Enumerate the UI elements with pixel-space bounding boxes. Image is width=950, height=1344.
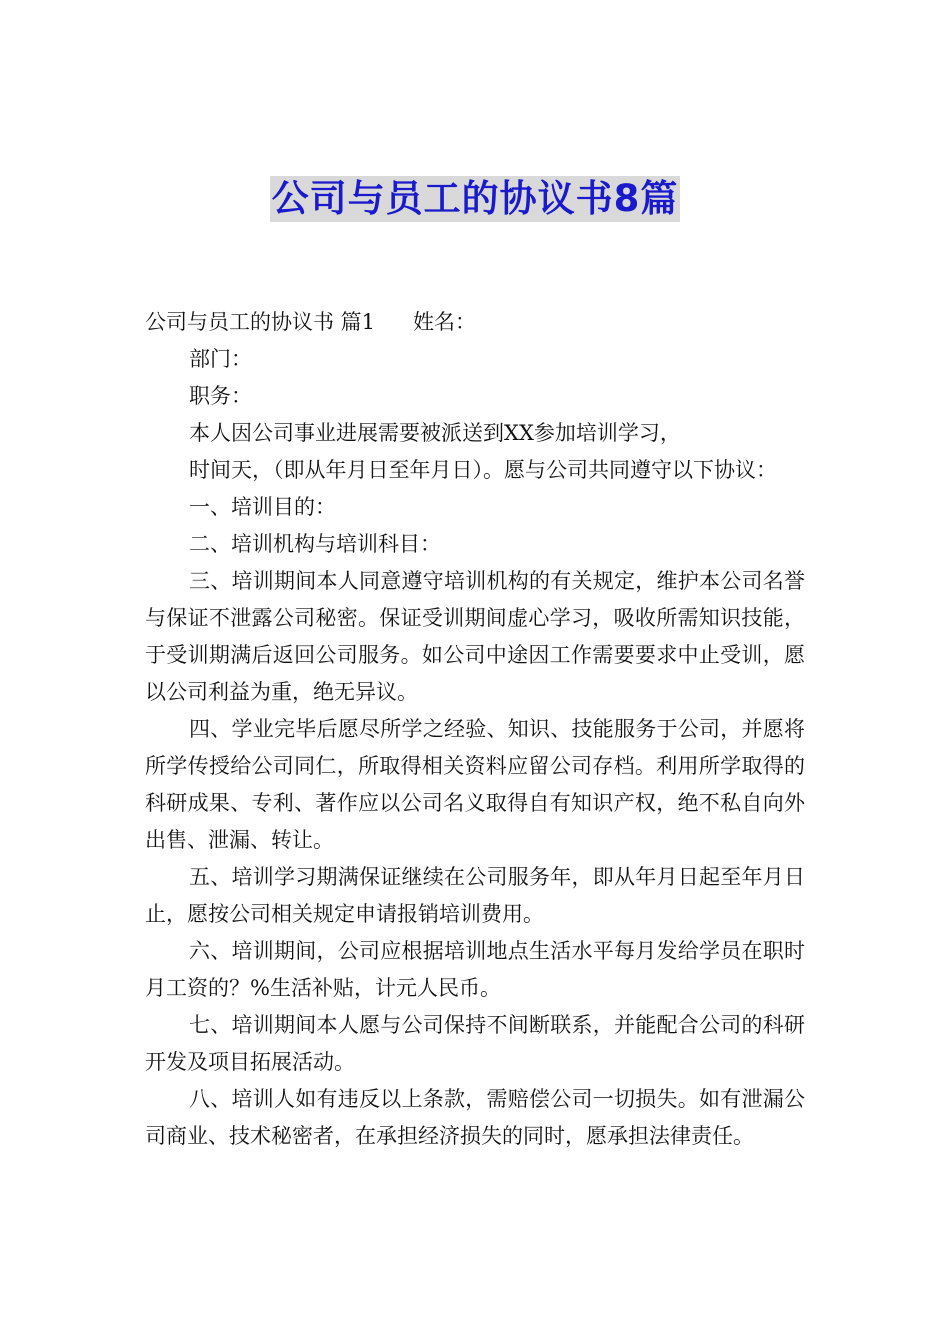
paragraph-clause-8: 八、培训人如有违反以上条款，需赔偿公司一切损失。如有泄漏公司商业、技术秘密者，在承担经济损失的同时，愿承担法律责任。 xyxy=(145,1087,805,1148)
section-heading: 公司与员工的协议书 篇1 xyxy=(145,310,376,334)
paragraph-clause-4: 四、学业完毕后愿尽所学之经验、知识、技能服务于公司，并愿将所学传授给公司同仁，所取得相关资料应留公司存档。利用所学取得的科研成果、专利、著作应以公司名义取得自有知识产权，绝不私自向外出售、泄漏、转让。 xyxy=(145,717,805,852)
paragraph-clause-3: 三、培训期间本人同意遵守培训机构的有关规定，维护本公司名誉与保证不泄露公司秘密。保证受训期间虚心学习，吸收所需知识技能，于受训期满后返回公司服务。如公司中途因工作需要要求中止受训，愿以公司利益为重，绝无异议。 xyxy=(145,569,805,704)
document-title: 公司与员工的协议书8篇 xyxy=(271,177,679,220)
paragraph-clause-2: 二、培训机构与培训科目： xyxy=(189,532,441,556)
department-field-label: 部门： xyxy=(189,347,252,371)
paragraph-clause-5: 五、培训学习期满保证继续在公司服务年，即从年月日起至年月日止，愿按公司相关规定申请报销培训费用。 xyxy=(145,865,805,926)
paragraph-duration: 时间天，（即从年月日至年月日）。愿与公司共同遵守以下协议： xyxy=(189,458,777,482)
paragraph-clause-7: 七、培训期间本人愿与公司保持不间断联系，并能配合公司的科研开发及项目拓展活动。 xyxy=(145,1013,805,1074)
name-field-label: 姓名： xyxy=(413,310,477,334)
paragraph-intro: 本人因公司事业进展需要被派送到XX参加培训学习， xyxy=(189,421,681,445)
heading-line xyxy=(145,304,805,341)
document-body xyxy=(145,304,805,1155)
position-field-label: 职务： xyxy=(189,384,252,408)
title-block xyxy=(0,176,950,222)
paragraph-clause-6: 六、培训期间，公司应根据培训地点生活水平每月发给学员在职时月工资的？%生活补贴，计元人民币。 xyxy=(145,939,805,1000)
paragraph-clause-1: 一、培训目的： xyxy=(189,495,336,519)
